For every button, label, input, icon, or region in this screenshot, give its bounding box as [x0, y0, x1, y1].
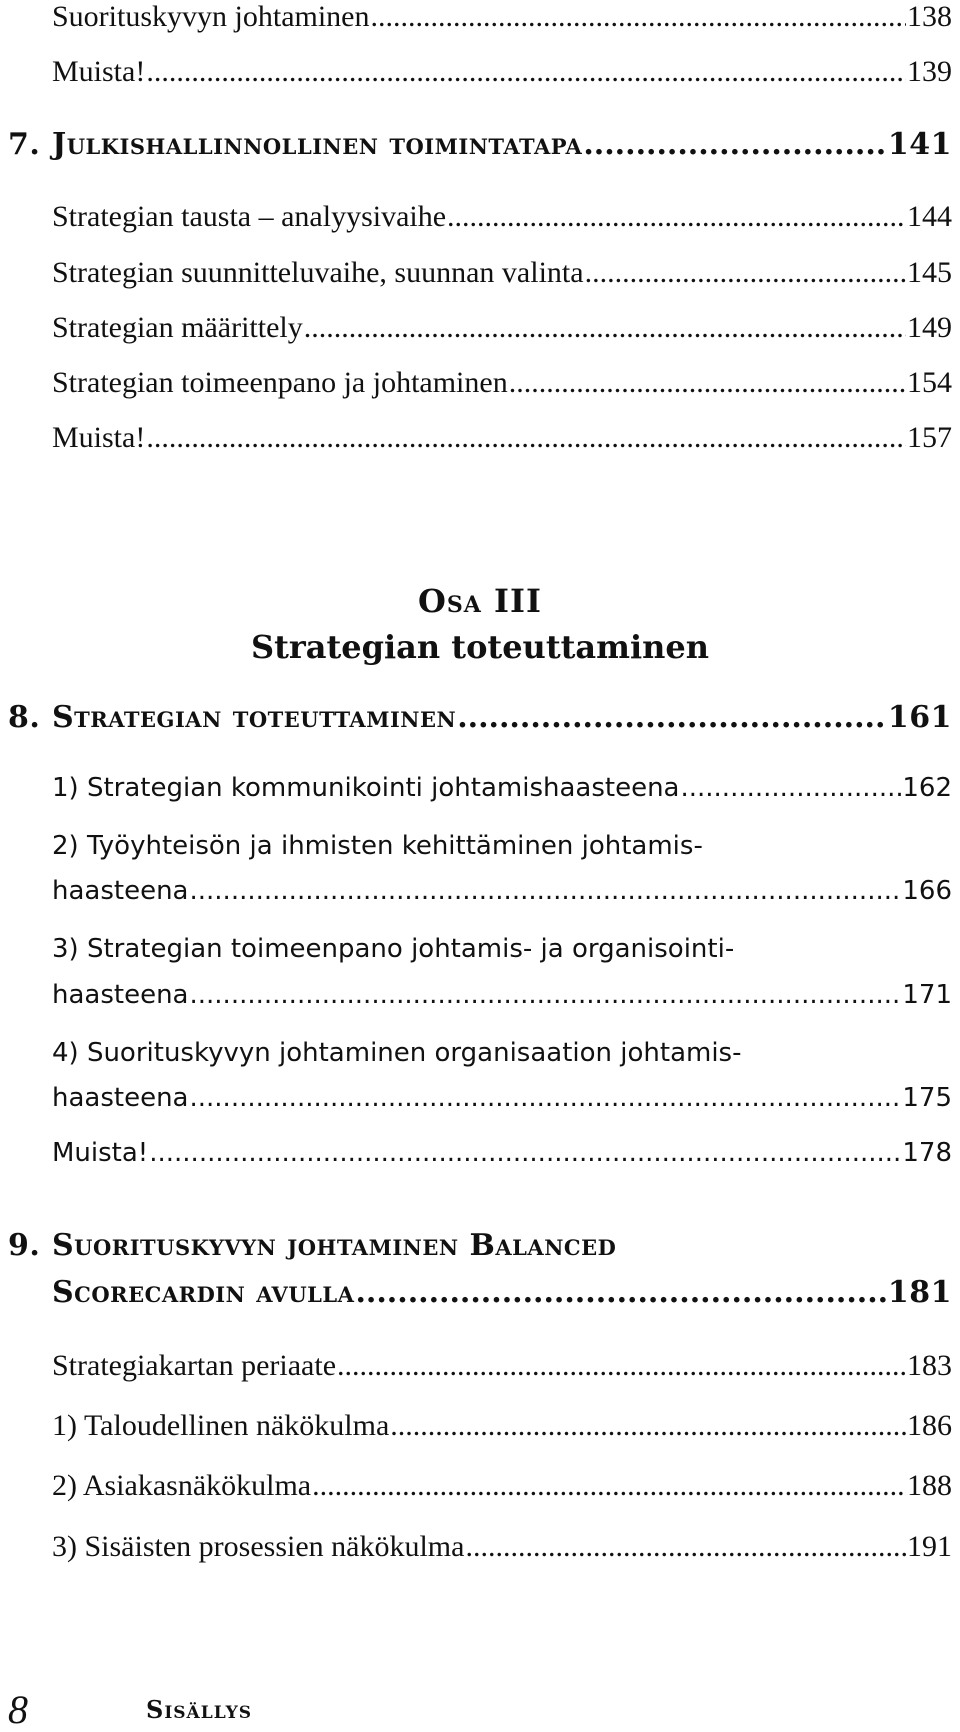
toc-entry[interactable]	[52, 1349, 952, 1383]
chapter-page: 181	[887, 1275, 952, 1310]
toc-chapter[interactable]	[52, 1275, 952, 1310]
dot-leader	[465, 1530, 906, 1564]
dot-leader	[190, 1083, 902, 1113]
dot-leader	[509, 366, 906, 400]
toc-entry[interactable]	[52, 980, 952, 1010]
toc-entry-title: haasteena	[52, 980, 189, 1010]
chapter-title: Scorecardin avulla	[52, 1275, 355, 1310]
toc-entry-page: 175	[902, 1083, 952, 1113]
toc-entry-page: 191	[907, 1530, 952, 1563]
toc-entry[interactable]	[52, 1083, 952, 1113]
toc-entry-title: Strategian määrittely	[52, 311, 303, 344]
toc-entry-title: Muista!	[52, 1138, 149, 1168]
toc-entry-title: 1) Strategian kommunikointi johtamishaasteena	[52, 773, 680, 803]
toc-entry-title: haasteena	[52, 1083, 189, 1113]
toc-entry-page: 139	[907, 55, 952, 88]
dot-leader	[146, 421, 906, 455]
chapter-number: 9.	[8, 1228, 41, 1263]
toc-entry[interactable]	[52, 1530, 952, 1564]
toc-entry-line1: 3) Strategian toimeenpano johtamis- ja organisointi-	[52, 934, 735, 964]
toc-entry-page: 162	[902, 773, 952, 803]
chapter-page: 141	[887, 127, 952, 162]
toc-entry-title: Muista!	[52, 421, 146, 454]
part-label: Osa III	[418, 582, 542, 620]
toc-entry[interactable]	[52, 311, 952, 345]
toc-entry-title: Strategian toimeenpano ja johtaminen	[52, 366, 508, 399]
toc-entry[interactable]	[52, 1138, 952, 1168]
dot-leader	[190, 876, 902, 906]
dot-leader	[390, 1409, 906, 1443]
toc-entry-page: 138	[907, 0, 952, 33]
toc-entry[interactable]	[52, 55, 952, 89]
chapter-title: Strategian toteuttaminen	[52, 700, 457, 735]
toc-entry-title: Strategian suunnitteluvaihe, suunnan valinta	[52, 256, 584, 289]
toc-entry-page: 149	[907, 311, 952, 344]
dot-leader	[149, 1138, 901, 1168]
toc-entry[interactable]	[52, 366, 952, 400]
toc-entry-page: 145	[907, 256, 952, 289]
chapter-title: Julkishallinnollinen toimintatapa	[52, 127, 583, 162]
dot-leader	[337, 1349, 906, 1383]
toc-entry-page: 154	[907, 366, 952, 399]
toc-entry-title: Muista!	[52, 55, 146, 88]
dot-leader	[304, 311, 906, 345]
dot-leader	[355, 1275, 886, 1310]
dot-leader	[371, 0, 907, 34]
chapter-page: 161	[887, 700, 952, 735]
toc-entry-line1: 4) Suorituskyvyn johtaminen organisaation johtamis-	[52, 1038, 742, 1068]
toc-entry-page: 188	[907, 1469, 952, 1502]
dot-leader	[312, 1469, 906, 1503]
toc-entry[interactable]	[52, 773, 952, 803]
toc-entry-title: 1) Taloudellinen näkökulma	[52, 1409, 390, 1442]
toc-entry-title: Suorituskyvyn johtaminen	[52, 0, 370, 33]
dot-leader	[146, 55, 906, 89]
chapter-number: 8.	[8, 700, 41, 735]
toc-entry-page: 183	[907, 1349, 952, 1382]
toc-entry[interactable]	[52, 1409, 952, 1443]
chapter-title-line1: Suorituskyvyn johtaminen Balanced	[52, 1228, 617, 1263]
dot-leader	[585, 256, 906, 290]
dot-leader	[447, 200, 906, 234]
toc-chapter-line1	[8, 1228, 616, 1263]
toc-entry-title: Strategiakartan periaate	[52, 1349, 337, 1382]
toc-entry-page: 186	[907, 1409, 952, 1442]
dot-leader	[583, 127, 887, 162]
dot-leader	[457, 700, 887, 735]
toc-entry-title: 3) Sisäisten prosessien näkökulma	[52, 1530, 465, 1563]
toc-entry-page: 171	[902, 980, 952, 1010]
toc-entry-title: haasteena	[52, 876, 189, 906]
toc-entry[interactable]	[52, 256, 952, 290]
chapter-number: 7.	[8, 127, 41, 162]
toc-entry-page: 166	[902, 876, 952, 906]
toc-entry-page: 144	[907, 200, 952, 233]
part-title: Strategian toteuttaminen	[250, 628, 710, 666]
toc-entry-title: Strategian tausta – analyysivaihe	[52, 200, 447, 233]
toc-entry[interactable]	[52, 421, 952, 455]
toc-entry-line1: 2) Työyhteisön ja ihmisten kehittäminen johtamis-	[52, 831, 703, 861]
toc-entry[interactable]	[52, 1469, 952, 1503]
dot-leader	[680, 773, 901, 803]
toc-entry[interactable]	[52, 0, 952, 34]
page-number: 8	[8, 1687, 28, 1732]
toc-entry-page: 157	[907, 421, 952, 454]
dot-leader	[190, 980, 902, 1010]
toc-entry-page: 178	[902, 1138, 952, 1168]
toc-chapter[interactable]	[8, 127, 952, 162]
toc-chapter[interactable]	[8, 700, 952, 735]
running-footer-title: Sisällys	[146, 1695, 252, 1724]
toc-entry[interactable]	[52, 876, 952, 906]
toc-entry[interactable]	[52, 200, 952, 234]
toc-entry-title: 2) Asiakasnäkökulma	[52, 1469, 312, 1502]
